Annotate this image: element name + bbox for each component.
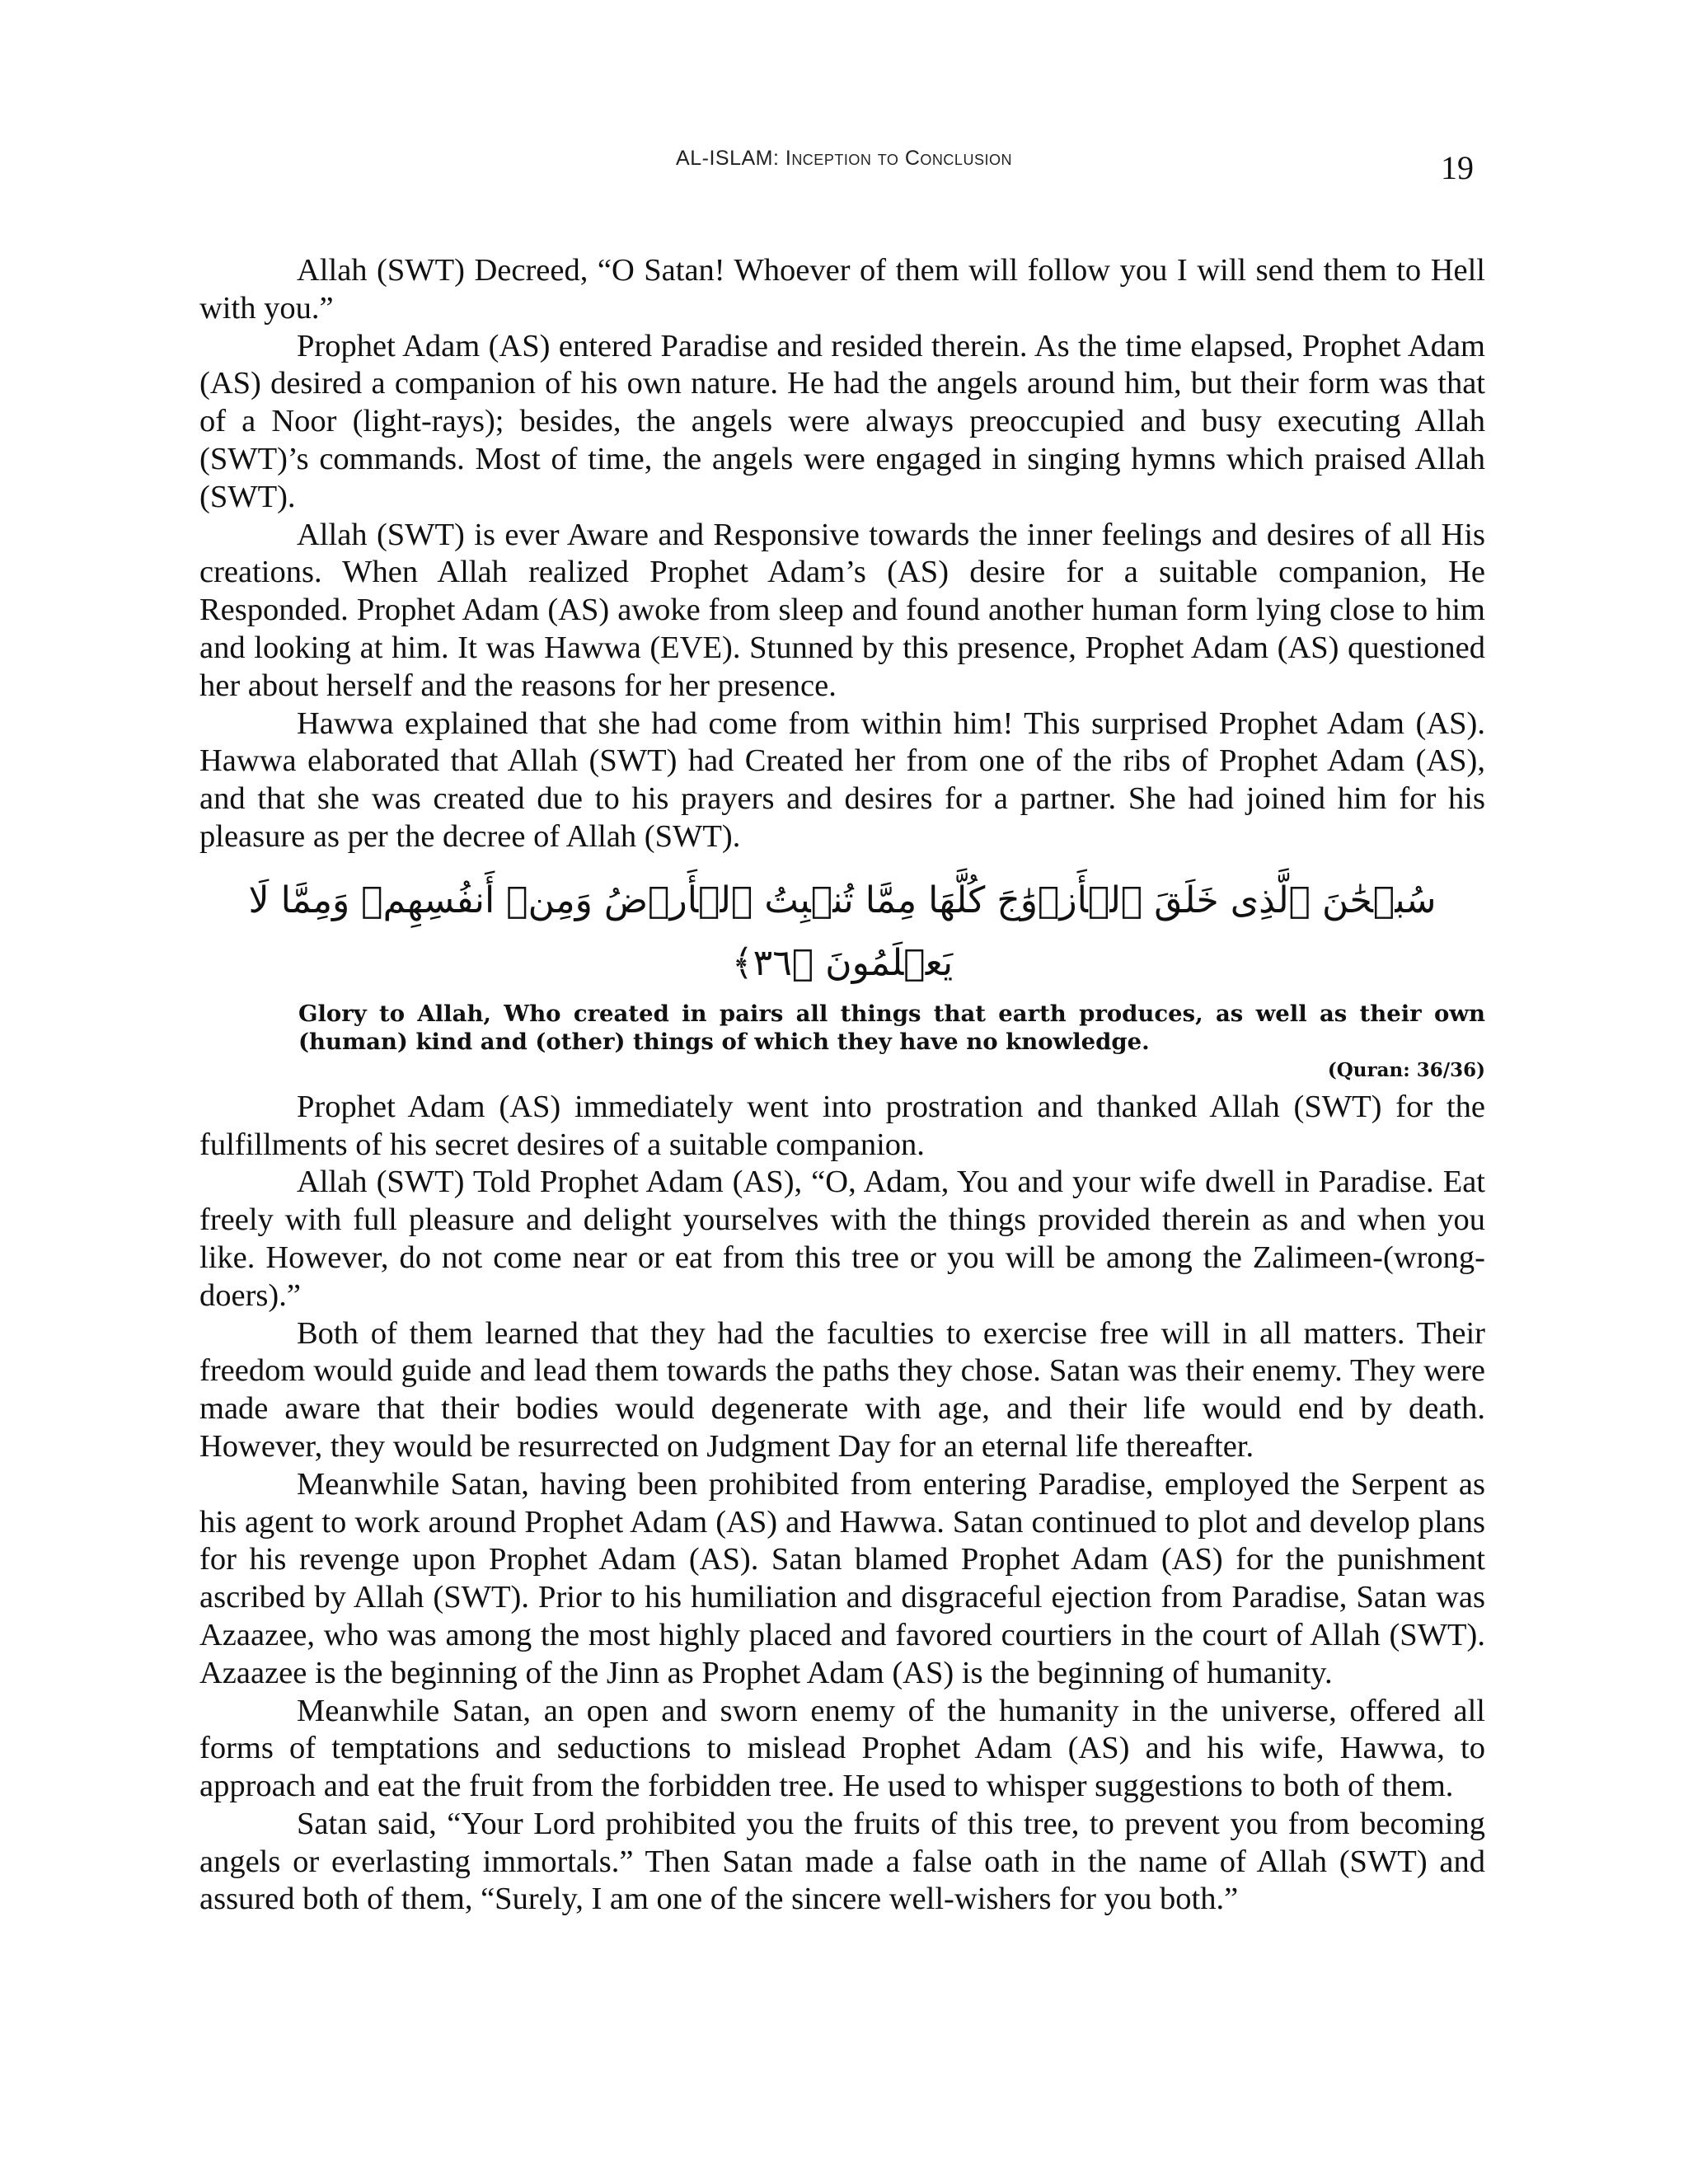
paragraph: Allah (SWT) Decreed, “O Satan! Whoever of them will follow you I will send them to Hell with you.” bbox=[199, 253, 1485, 326]
body-text bbox=[199, 252, 1485, 1919]
quran-verse-arabic: سُبۡحَٰنَ ٱلَّذِى خَلَقَ ٱلۡأَزۡوَٰجَ كُلَّهَا مِمَّا تُنۢبِتُ ٱلۡأَرۡضُ وَمِنۡ أَنفُسِهِمۡ وَمِمَّا لَا يَعۡلَمُونَ ﴿٣٦﴾ bbox=[248, 879, 1437, 984]
quran-verse-translation: Glory to Allah, Who created in pairs all things that earth produces, as well as their own (human) kind and (other) things of which they have no knowledge. bbox=[298, 1000, 1485, 1055]
paragraph: Prophet Adam (AS) immediately went into prostration and thanked Allah (SWT) for the fulfillments of his secret desires of a suitable companion. bbox=[199, 1089, 1485, 1162]
paragraph: Meanwhile Satan, an open and sworn enemy of the humanity in the universe, offered all forms of temptations and seductions to mislead Prophet Adam (AS) and his wife, Hawwa, to approach and eat the fruit from the forbidden tree. He used to whisper suggestions to both of them. bbox=[199, 1693, 1485, 1804]
paragraph: Satan said, “Your Lord prohibited you the fruits of this tree, to prevent you from becoming angels or everlasting immortals.” Then Satan made a false oath in the name of Allah (SWT) and assured both of them, “Surely, I am one of the sincere well-wishers for you both.” bbox=[199, 1806, 1485, 1917]
running-header: AL-ISLAM: Inception to Conclusion bbox=[676, 147, 1012, 170]
quran-verse-reference: (Quran: 36/36) bbox=[1327, 1058, 1485, 1081]
paragraph: Both of them learned that they had the faculties to exercise free will in all matters. Their freedom would guide and lead them towards the paths they chose. Satan was their enemy. They were made aware that their bodies would degenerate with age, and their life would end by death. However, they would be resurrected on Judgment Day for an eternal life thereafter. bbox=[199, 1315, 1485, 1464]
paragraph: Meanwhile Satan, having been prohibited from entering Paradise, employed the Serpent as his agent to work around Prophet Adam (AS) and Hawwa. Satan continued to plot and develop plans for his revenge upon Prophet Adam (AS). Satan blamed Prophet Adam (AS) for the punishment ascribed by Allah (SWT). Prior to his humiliation and disgraceful ejection from Paradise, Satan was Azaazee, who was among the most highly placed and favored courtiers in the court of Allah (SWT). Azaazee is the beginning of the Jinn as Prophet Adam (AS) is the beginning of humanity. bbox=[199, 1466, 1485, 1690]
paragraph: Prophet Adam (AS) entered Paradise and resided therein. As the time elapsed, Prophet Adam (AS) desired a companion of his own nature. He had the angels around him, but their form was that of a Noor (light-rays); besides, the angels were always preoccupied and busy executing Allah (SWT)’s commands. Most of time, the angels were engaged in singing hymns which praised Allah (SWT). bbox=[199, 328, 1485, 514]
paragraph: Allah (SWT) Told Prophet Adam (AS), “O, Adam, You and your wife dwell in Paradise. Eat freely with full pleasure and delight yourselves with the things provided therein as and when you like. However, do not come near or eat from this tree or you will be among the Zalimeen-(wrong-doers).” bbox=[199, 1165, 1485, 1313]
paragraph: Hawwa explained that she had come from within him! This surprised Prophet Adam (AS). Hawwa elaborated that Allah (SWT) had Created her from one of the ribs of Prophet Adam (AS), and that she was created due to his prayers and desires for a partner. She had joined him for his pleasure as per the decree of Allah (SWT). bbox=[199, 705, 1485, 854]
paragraph: Allah (SWT) is ever Aware and Responsive towards the inner feelings and desires of all His creations. When Allah realized Prophet Adam’s (AS) desire for a suitable companion, He Responded. Prophet Adam (AS) awoke from sleep and found another human form lying close to him and looking at him. It was Hawwa (EVE). Stunned by this presence, Prophet Adam (AS) questioned her about herself and the reasons for her presence. bbox=[199, 517, 1485, 703]
page-number: 19 bbox=[1441, 149, 1474, 186]
